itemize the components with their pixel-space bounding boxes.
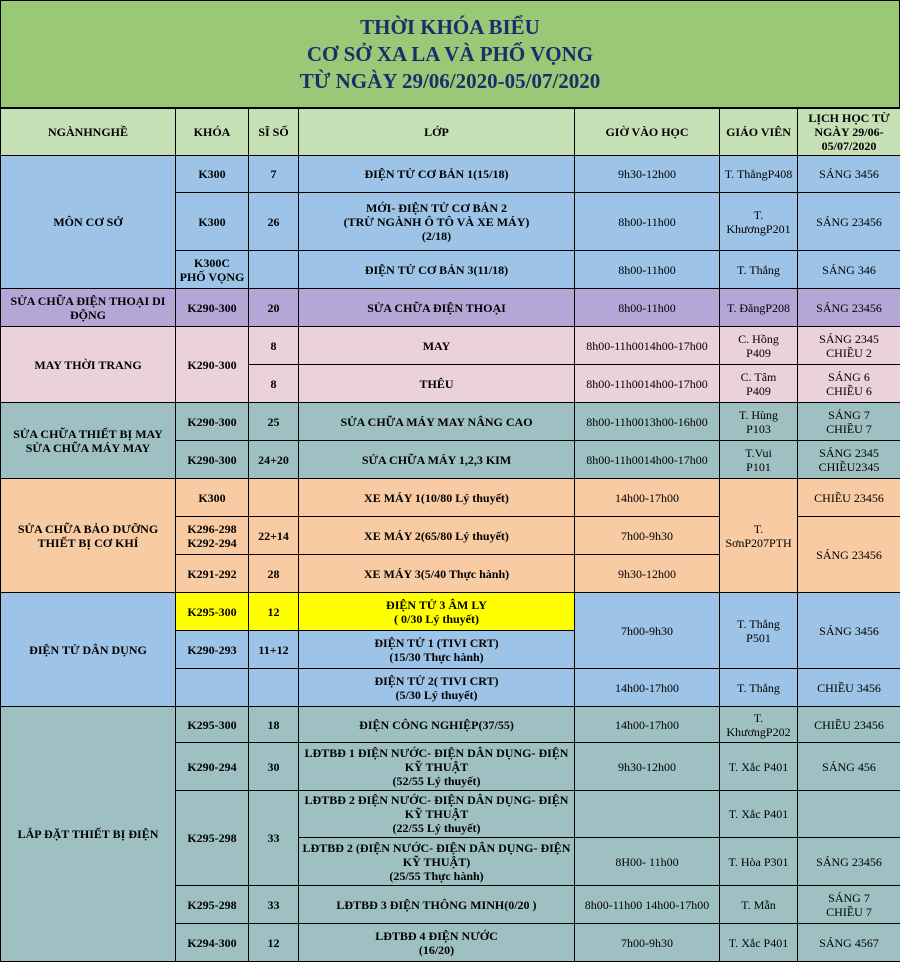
cell-lich: SÁNG 23456 bbox=[798, 289, 900, 327]
cell-siso: 7 bbox=[249, 156, 299, 193]
cell-lich: CHIỀU 23456 bbox=[798, 479, 900, 517]
header-gv: GIÁO VIÊN bbox=[720, 109, 798, 156]
cell-lop: ĐIỆN CÔNG NGHIỆP(37/55) bbox=[299, 707, 575, 743]
cell-gv: T. KhươngP202 bbox=[720, 707, 798, 743]
header-khoa: KHÓA bbox=[176, 109, 249, 156]
cell-gv: C. Tâm P409 bbox=[720, 365, 798, 403]
table-row bbox=[1, 327, 900, 365]
cell-gv: T. KhươngP201 bbox=[720, 193, 798, 251]
cell-siso: 25 bbox=[249, 403, 299, 441]
cell-lich: SÁNG 4567 bbox=[798, 924, 900, 962]
cell-lich: SÁNG 3456 bbox=[798, 156, 900, 193]
cell-lop: LĐTBĐ 3 ĐIỆN THÔNG MINH(0/20 ) bbox=[299, 886, 575, 924]
title-line-3: TỪ NGÀY 29/06/2020-05/07/2020 bbox=[300, 68, 601, 95]
cell-gio: 8h00-11h00 14h00-17h00 bbox=[575, 886, 720, 924]
cell-gv: T. Mẫn bbox=[720, 886, 798, 924]
cell-gv: T. Hùng P103 bbox=[720, 403, 798, 441]
cell-siso: 26 bbox=[249, 193, 299, 251]
cell-siso bbox=[249, 479, 299, 517]
cell-khoa: K290-300 bbox=[176, 441, 249, 479]
cell-lich: SÁNG 7 CHIỀU 7 bbox=[798, 886, 900, 924]
cell-gio: 8h00-11h0014h00-17h00 bbox=[575, 365, 720, 403]
cell-lop: ĐIỆN TỬ 2( TIVI CRT) (5/30 Lý thuyết) bbox=[299, 669, 575, 707]
header-row bbox=[1, 109, 900, 156]
cell-lich: SÁNG 6 CHIỀU 6 bbox=[798, 365, 900, 403]
cell-gio: 7h00-9h30 bbox=[575, 924, 720, 962]
title-line-2: CƠ SỞ XA LA VÀ PHỐ VỌNG bbox=[307, 41, 593, 68]
group-lap-dat-thiet-bi-dien: LẮP ĐẶT THIẾT BỊ ĐIỆN bbox=[1, 707, 176, 962]
cell-siso: 33 bbox=[249, 886, 299, 924]
cell-siso: 8 bbox=[249, 365, 299, 403]
cell-gio: 14h00-17h00 bbox=[575, 707, 720, 743]
cell-gio: 8h00-11h00 bbox=[575, 289, 720, 327]
cell-gv: T. Thắng P501 bbox=[720, 593, 798, 669]
cell-lop: ĐIỆN TỬ 3 ÂM LY ( 0/30 Lý thuyết) bbox=[299, 593, 575, 631]
table-row bbox=[1, 593, 900, 631]
cell-khoa: K290-300 bbox=[176, 327, 249, 403]
cell-siso bbox=[249, 669, 299, 707]
group-sua-chua-thiet-bi-may: SỬA CHỮA THIẾT BỊ MAY SỬA CHỮA MÁY MAY bbox=[1, 403, 176, 479]
cell-gio: 7h00-9h30 bbox=[575, 517, 720, 555]
cell-siso: 28 bbox=[249, 555, 299, 593]
cell-khoa: K295-298 bbox=[176, 791, 249, 886]
cell-gio: 8h00-11h00 bbox=[575, 193, 720, 251]
cell-khoa: K291-292 bbox=[176, 555, 249, 593]
cell-lop: SỬA CHỮA MÁY 1,2,3 KIM bbox=[299, 441, 575, 479]
cell-siso: 12 bbox=[249, 593, 299, 631]
cell-gio: 9h30-12h00 bbox=[575, 156, 720, 193]
cell-lop: XE MÁY 3(5/40 Thực hành) bbox=[299, 555, 575, 593]
cell-khoa: K290-294 bbox=[176, 743, 249, 791]
cell-lich: SÁNG 3456 bbox=[798, 593, 900, 669]
header-siso: SĨ SỐ bbox=[249, 109, 299, 156]
cell-gv: T. ĐăngP208 bbox=[720, 289, 798, 327]
cell-khoa: K296-298 K292-294 bbox=[176, 517, 249, 555]
cell-gio: 14h00-17h00 bbox=[575, 479, 720, 517]
header-lich: LỊCH HỌC TỪ NGÀY 29/06-05/07/2020 bbox=[798, 109, 900, 156]
schedule-table bbox=[0, 108, 900, 962]
header-nganh: NGÀNHNGHỀ bbox=[1, 109, 176, 156]
cell-lop: MỚI- ĐIỆN TỬ CƠ BẢN 2 (TRỪ NGÀNH Ô TÔ VÀ XE MÁY) (2/18) bbox=[299, 193, 575, 251]
cell-lop: LĐTBĐ 2 ĐIỆN NƯỚC- ĐIỆN DÂN DỤNG- ĐIỆN KỸ THUẬT (22/55 Lý thuyết) bbox=[299, 791, 575, 838]
cell-siso: 22+14 bbox=[249, 517, 299, 555]
cell-gv: T. Thắng bbox=[720, 669, 798, 707]
cell-khoa: K290-293 bbox=[176, 631, 249, 669]
cell-khoa: K290-300 bbox=[176, 289, 249, 327]
cell-lich: SÁNG 23456 bbox=[798, 517, 900, 593]
group-dien-tu-dan-dung: ĐIỆN TỬ DÂN DỤNG bbox=[1, 593, 176, 707]
cell-khoa: K295-298 bbox=[176, 886, 249, 924]
cell-siso: 20 bbox=[249, 289, 299, 327]
cell-khoa: K300C PHỐ VỌNG bbox=[176, 251, 249, 289]
cell-lop: MAY bbox=[299, 327, 575, 365]
table-row bbox=[1, 707, 900, 743]
cell-gv: T. Xắc P401 bbox=[720, 791, 798, 838]
cell-siso: 11+12 bbox=[249, 631, 299, 669]
cell-gio: 8h00-11h00 bbox=[575, 251, 720, 289]
cell-lich: CHIỀU 3456 bbox=[798, 669, 900, 707]
cell-siso: 30 bbox=[249, 743, 299, 791]
group-mon-co-so: MÔN CƠ SỞ bbox=[1, 156, 176, 289]
cell-siso: 18 bbox=[249, 707, 299, 743]
title-banner bbox=[0, 0, 900, 108]
cell-siso: 8 bbox=[249, 327, 299, 365]
cell-lop: XE MÁY 2(65/80 Lý thuyết) bbox=[299, 517, 575, 555]
header-gio: GIỜ VÀO HỌC bbox=[575, 109, 720, 156]
cell-lich: SÁNG 2345 CHIỀU2345 bbox=[798, 441, 900, 479]
group-sua-chua-bao-duong: SỬA CHỮA BẢO DƯỠNG THIẾT BỊ CƠ KHÍ bbox=[1, 479, 176, 593]
cell-lich: SÁNG 456 bbox=[798, 743, 900, 791]
cell-gv: C. Hồng P409 bbox=[720, 327, 798, 365]
cell-gv: T. ThắngP408 bbox=[720, 156, 798, 193]
cell-khoa: K294-300 bbox=[176, 924, 249, 962]
cell-khoa bbox=[176, 669, 249, 707]
cell-khoa: K300 bbox=[176, 479, 249, 517]
cell-khoa: K295-300 bbox=[176, 707, 249, 743]
cell-gio: 8H00- 11h00 bbox=[575, 838, 720, 886]
title-line-1: THỜI KHÓA BIỂU bbox=[360, 14, 540, 41]
cell-khoa: K300 bbox=[176, 156, 249, 193]
cell-gv: T. Xắc P401 bbox=[720, 743, 798, 791]
cell-lop: LĐTBĐ 4 ĐIỆN NƯỚC (16/20) bbox=[299, 924, 575, 962]
cell-gio: 14h00-17h00 bbox=[575, 669, 720, 707]
cell-khoa: K295-300 bbox=[176, 593, 249, 631]
cell-khoa: K300 bbox=[176, 193, 249, 251]
cell-lich: CHIỀU 23456 bbox=[798, 707, 900, 743]
table-row bbox=[1, 289, 900, 327]
cell-gio: 8h00-11h0014h00-17h00 bbox=[575, 441, 720, 479]
cell-lop: THÊU bbox=[299, 365, 575, 403]
cell-gv: T. Thắng bbox=[720, 251, 798, 289]
cell-lop: XE MÁY 1(10/80 Lý thuyết) bbox=[299, 479, 575, 517]
table-row bbox=[1, 403, 900, 441]
cell-gv: T. SơnP207PTH bbox=[720, 479, 798, 593]
cell-lop: LĐTBĐ 1 ĐIỆN NƯỚC- ĐIỆN DÂN DỤNG- ĐIỆN KỸ THUẬT (52/55 Lý thuyết) bbox=[299, 743, 575, 791]
cell-gio: 8h00-11h0014h00-17h00 bbox=[575, 327, 720, 365]
cell-lich: SÁNG 346 bbox=[798, 251, 900, 289]
cell-gv: T. Xắc P401 bbox=[720, 924, 798, 962]
cell-lich bbox=[798, 791, 900, 838]
cell-gio: 7h00-9h30 bbox=[575, 593, 720, 669]
cell-lop: ĐIỆN TỬ CƠ BẢN 3(11/18) bbox=[299, 251, 575, 289]
cell-lop: SỬA CHỮA ĐIỆN THOẠI bbox=[299, 289, 575, 327]
group-may-thoi-trang: MAY THỜI TRANG bbox=[1, 327, 176, 403]
cell-lop: ĐIỆN TỬ 1 (TIVI CRT) (15/30 Thực hành) bbox=[299, 631, 575, 669]
cell-khoa: K290-300 bbox=[176, 403, 249, 441]
cell-siso bbox=[249, 251, 299, 289]
cell-gio: 9h30-12h00 bbox=[575, 555, 720, 593]
cell-lop: SỬA CHỮA MÁY MAY NÂNG CAO bbox=[299, 403, 575, 441]
cell-siso: 12 bbox=[249, 924, 299, 962]
header-lop: LỚP bbox=[299, 109, 575, 156]
table-row bbox=[1, 479, 900, 517]
cell-lich: SÁNG 2345 CHIỀU 2 bbox=[798, 327, 900, 365]
cell-gv: T. Hòa P301 bbox=[720, 838, 798, 886]
cell-lop: LĐTBĐ 2 (ĐIỆN NƯỚC- ĐIỆN DÂN DỤNG- ĐIỆN KỸ THUẬT) (25/55 Thực hành) bbox=[299, 838, 575, 886]
cell-siso: 33 bbox=[249, 791, 299, 886]
cell-lich: SÁNG 23456 bbox=[798, 193, 900, 251]
table-row bbox=[1, 156, 900, 193]
cell-lich: SÁNG 7 CHIỀU 7 bbox=[798, 403, 900, 441]
cell-gv: T.Vui P101 bbox=[720, 441, 798, 479]
cell-lich: SÁNG 23456 bbox=[798, 838, 900, 886]
cell-gio bbox=[575, 791, 720, 838]
cell-lop: ĐIỆN TỬ CƠ BẢN 1(15/18) bbox=[299, 156, 575, 193]
group-sua-chua-dien-thoai: SỬA CHỮA ĐIỆN THOẠI DI ĐỘNG bbox=[1, 289, 176, 327]
cell-gio: 8h00-11h0013h00-16h00 bbox=[575, 403, 720, 441]
cell-gio: 9h30-12h00 bbox=[575, 743, 720, 791]
cell-siso: 24+20 bbox=[249, 441, 299, 479]
